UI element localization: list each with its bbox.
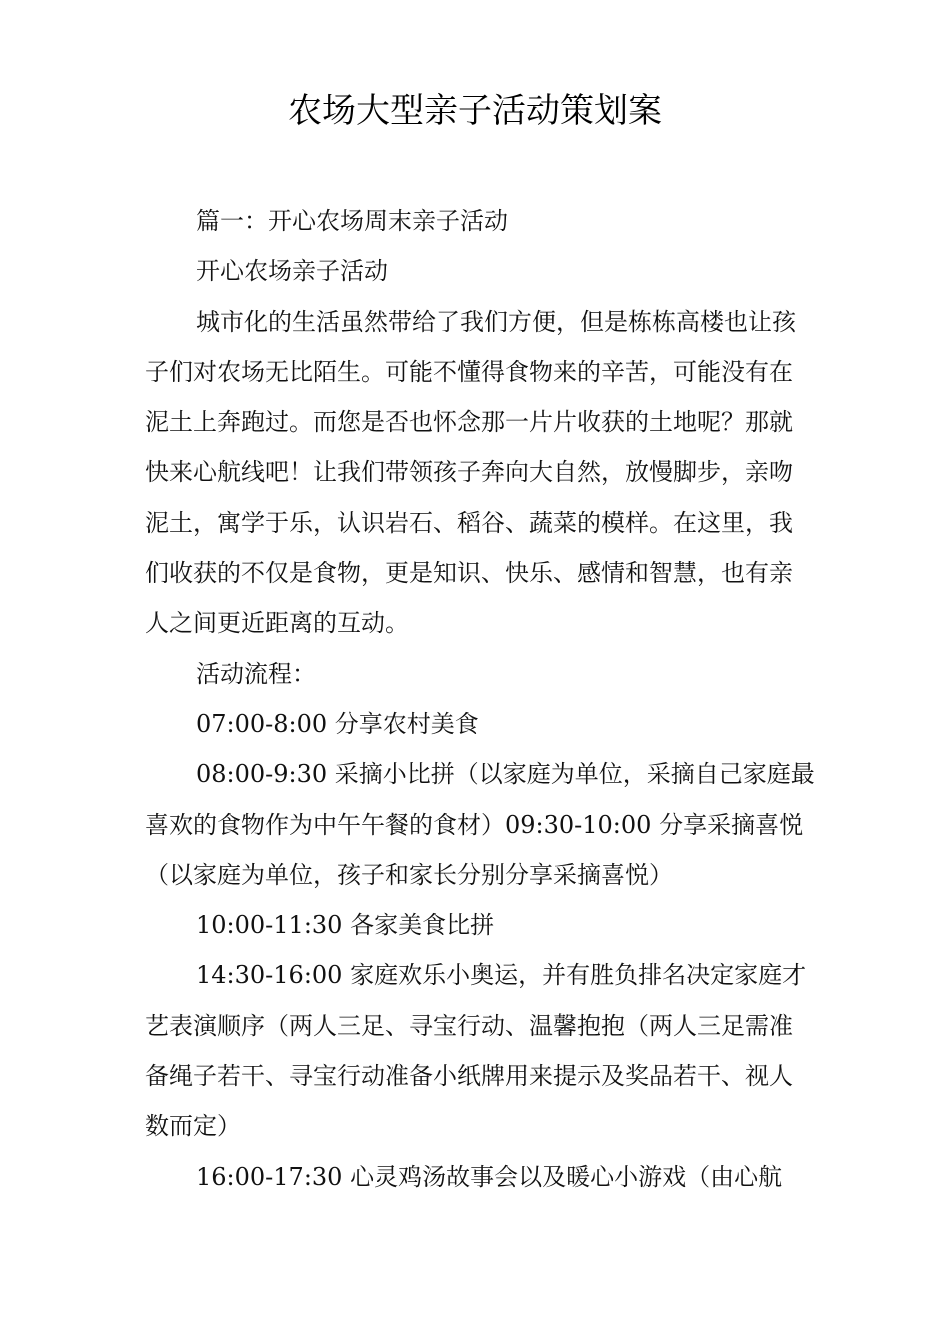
schedule-item: 16:00-17:30 心灵鸡汤故事会以及暖心小游戏（由心航 [196,1162,783,1191]
schedule-item: 10:00-11:30 各家美食比拼 [196,911,495,940]
schedule-item: 14:30-16:00 家庭欢乐小奥运，并有胜负排名决定家庭才艺表演顺序（两人三足、寻宝行动、温馨抱抱（两人三足需准备绳子若干、寻宝行动准备小纸牌用来提示及奖品若干、视人数而定） [145,961,807,1141]
schedule-item: 07:00-8:00 分享农村美食 [196,709,479,738]
section-heading: 篇一：开心农场周末亲子活动 [196,207,508,235]
schedule-item: 08:00-9:30 采摘小比拼（以家庭为单位，采摘自己家庭最喜欢的食物作为中午午餐的食材）09:30-10:00 分享采摘喜悦（以家庭为单位，孩子和家长分别分享采摘喜悦） [145,760,815,889]
document-title: 农场大型亲子活动策划案 [288,91,662,131]
activity-name: 开心农场亲子活动 [196,257,388,286]
document-body [145,196,815,1202]
schedule-heading: 活动流程： [196,659,316,688]
intro-paragraph: 城市化的生活虽然带给了我们方便，但是栋栋高楼也让孩子们对农场无比陌生。可能不懂得食物来的辛苦，可能没有在泥土上奔跑过。而您是否也怀念那一片片收获的土地呢？那就快来心航线吧！让我们带领孩子奔向大自然，放慢脚步，亲吻泥土，寓学于乐，认识岩石、稻谷、蔬菜的模样。在这里，我们收获的不仅是食物，更是知识、快乐、感情和智慧，也有亲人之间更近距离的互动。 [145,307,796,638]
